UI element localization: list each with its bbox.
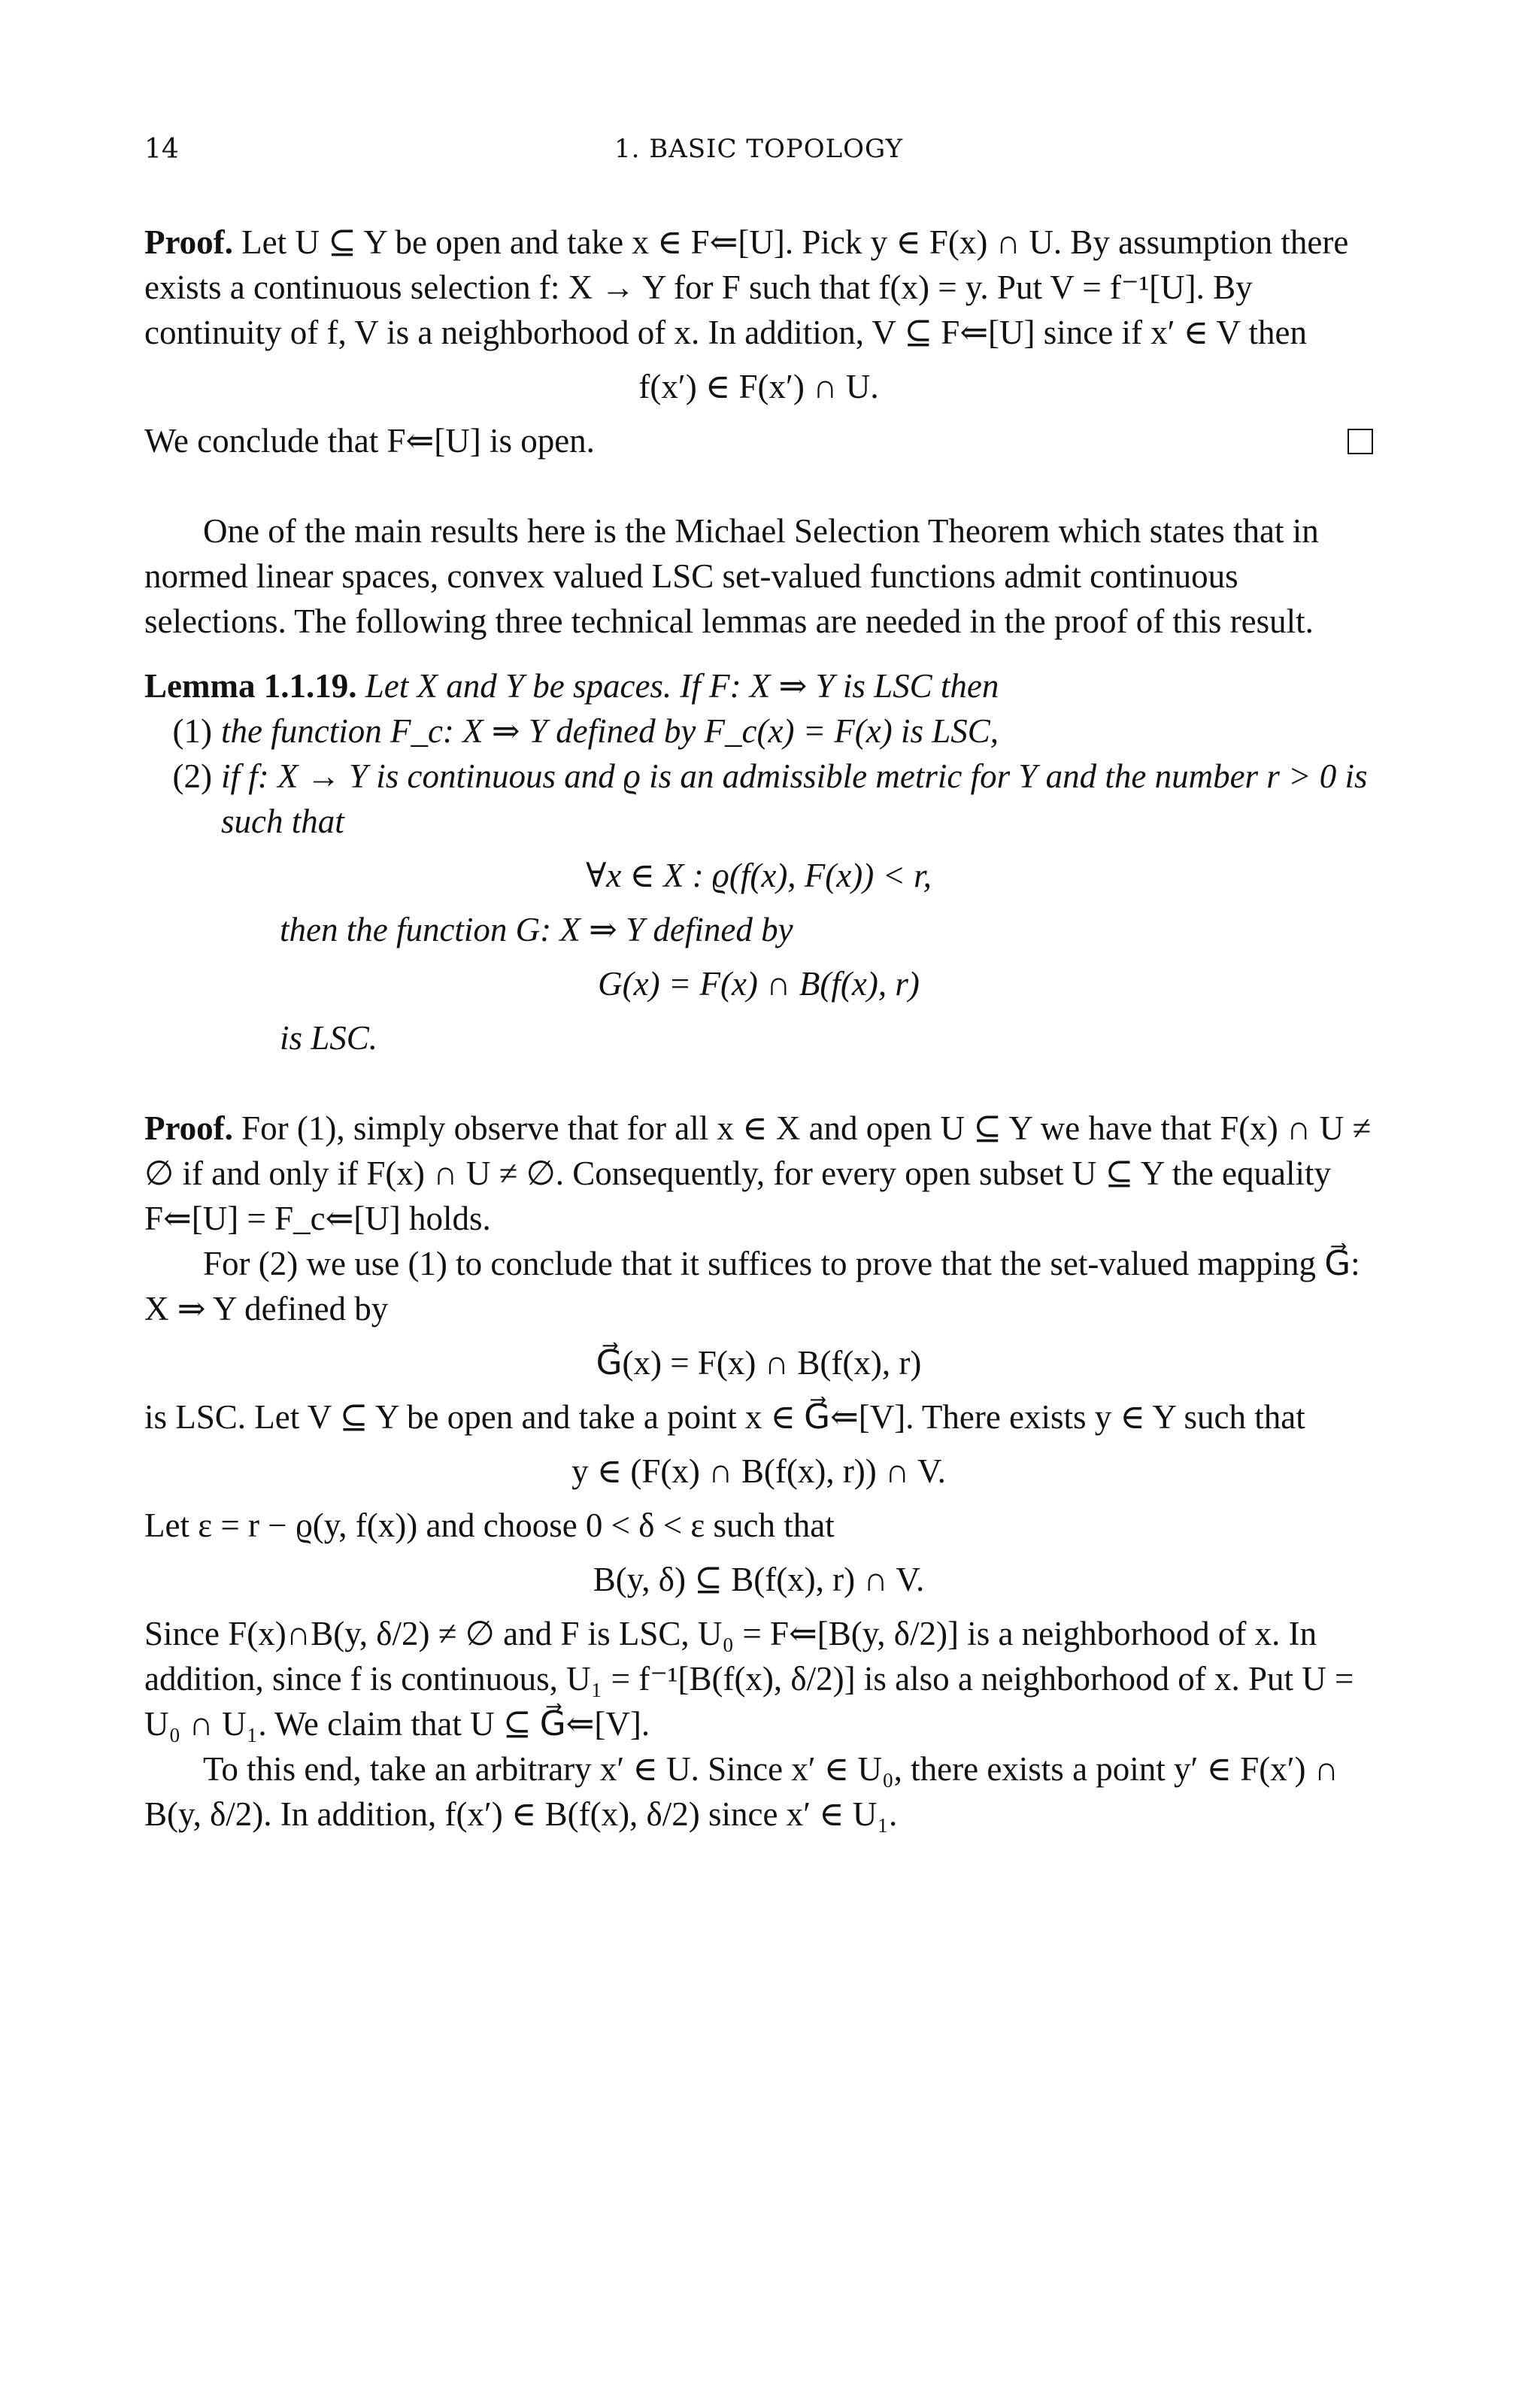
lemma-item-2 <box>144 754 1373 844</box>
qed-square-icon <box>1348 429 1373 454</box>
proof-paragraph <box>144 220 1373 355</box>
conclusion-text: We conclude that F⇐[U] is open. <box>144 422 595 460</box>
lemma-closing: is LSC. <box>280 1019 378 1057</box>
proof-paragraph: To this end, take an arbitrary x′ ∈ U. Since x′ ∈ U₀, there exists a point y′ ∈ F(x′) ∩ B(y, δ/2). In addition, f(x′) ∈ B(f(x), δ/2) since x′ ∈ U₁. <box>144 1750 1339 1833</box>
display-equation: f(x′) ∈ F(x′) ∩ U. <box>638 368 879 405</box>
item-number: (1) <box>172 712 212 750</box>
intro-paragraph: One of the main results here is the Michael Selection Theorem which states that in normed linear spaces, convex valued LSC set-valued functions admit continuous selections. The following three technical lemmas are needed in the proof of this result. <box>144 512 1319 640</box>
lemma-label: Lemma 1.1.19. <box>144 667 357 705</box>
lemma-statement <box>144 663 1373 708</box>
proof-text: Let U ⊆ Y be open and take x ∈ F⇐[U]. Pick y ∈ F(x) ∩ U. By assumption there exists a continuous selection f: X → Y for F such that f(x) = y. Put V = f⁻¹[U]. By continuity of f, V is a neighborhood of x. In addition, V ⊆ F⇐[U] since if x′ ∈ V then <box>144 223 1349 351</box>
proof-paragraph: Let ε = r − ϱ(y, f(x)) and choose 0 < δ < ε such that <box>144 1506 835 1544</box>
page-body <box>144 220 1373 1837</box>
lemma-continuation: then the function G: X ⇒ Y defined by <box>280 911 793 948</box>
proof-text: For (1), simply observe that for all x ∈ X and open U ⊆ Y we have that F(x) ∩ U ≠ ∅ if and only if F(x) ∩ U ≠ ∅. Consequently, for every open subset U ⊆ Y the equality F⇐[U] = F_c⇐[U] holds. <box>144 1109 1372 1237</box>
proof-paragraph: is LSC. Let V ⊆ Y be open and take a point x ∈ G⃗⇐[V]. There exists y ∈ Y such that <box>144 1398 1305 1436</box>
running-head: 1. BASIC TOPOLOGY <box>614 134 904 164</box>
item-text: if f: X → Y is continuous and ϱ is an admissible metric for Y and the number r > 0 is such that <box>221 757 1368 840</box>
display-equation: G(x) = F(x) ∩ B(f(x), r) <box>598 965 920 1003</box>
item-number: (2) <box>172 757 212 795</box>
proof-label: Proof. <box>144 1109 233 1147</box>
display-equation: G⃗(x) = F(x) ∩ B(f(x), r) <box>596 1344 922 1382</box>
proof-label: Proof. <box>144 223 233 261</box>
proof-conclusion <box>144 418 1373 463</box>
lemma-text: Let X and Y be spaces. If F: X ⇒ Y is LSC then <box>365 667 999 705</box>
display-equation: y ∈ (F(x) ∩ B(f(x), r)) ∩ V. <box>571 1452 946 1490</box>
page-number: 14 <box>144 134 179 165</box>
lemma-item-1 <box>144 708 1373 754</box>
proof-paragraph <box>144 1106 1373 1241</box>
item-text: the function F_c: X ⇒ Y defined by F_c(x) = F(x) is LSC, <box>221 712 999 750</box>
display-equation: B(y, δ) ⊆ B(f(x), r) ∩ V. <box>593 1561 925 1598</box>
proof-paragraph: For (2) we use (1) to conclude that it suffices to prove that the set-valued mapping G⃗: X ⇒ Y defined by <box>144 1245 1360 1327</box>
page-header <box>144 134 1373 179</box>
proof-paragraph: Since F(x)∩B(y, δ/2) ≠ ∅ and F is LSC, U₀ = F⇐[B(y, δ/2)] is a neighborhood of x. In addition, since f is continuous, U₁ = f⁻¹[B(f(x), δ/2)] is also a neighborhood of x. Put U = U₀ ∩ U₁. We claim that U ⊆ G⃗⇐[V]. <box>144 1615 1354 1743</box>
display-equation: ∀x ∈ X : ϱ(f(x), F(x)) < r, <box>586 857 932 894</box>
